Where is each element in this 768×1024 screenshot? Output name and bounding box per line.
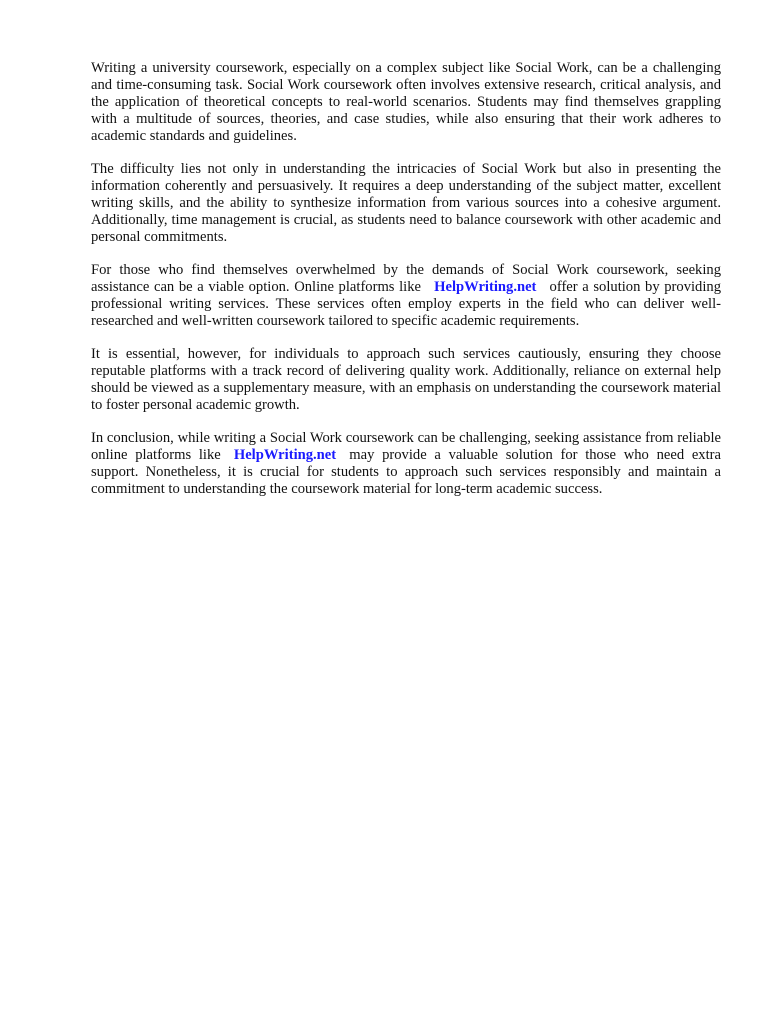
paragraph-caution: It is essential, however, for individuals to approach such services cautiously, ensuring they choose reputable platforms with a track record of delivering quality work. Additionally, reliance on external help should be viewed as a supplementary measure, with an emphasis on understanding the coursework material to foster personal academic growth. bbox=[91, 346, 721, 413]
helpwriting-link[interactable]: HelpWriting.net bbox=[434, 279, 537, 295]
paragraph-difficulty: The difficulty lies not only in understanding the intricacies of Social Work but also in presenting the information coherently and persuasively. It requires a deep understanding of the subject matter, excellent writing skills, and the ability to synthesize information from various sources into a cohesive argument. Additionally, time management is crucial, as students need to balance coursework with other academic and personal commitments. bbox=[91, 161, 721, 245]
paragraph-conclusion bbox=[91, 430, 721, 498]
paragraph-assistance-after: offer a solution by providing professional writing services. These services often employ experts in the field who can deliver well-researched and well-written coursework tailored to specific academic requirements. bbox=[91, 279, 721, 329]
document-body bbox=[91, 60, 721, 514]
paragraph-conclusion-before: In conclusion, while writing a Social Work coursework can be challenging, seeking assistance from reliable online platforms like bbox=[91, 430, 721, 463]
paragraph-assistance-before: For those who find themselves overwhelmed by the demands of Social Work coursework, seeking assistance can be a viable option. Online platforms like bbox=[91, 262, 721, 295]
paragraph-intro: Writing a university coursework, especially on a complex subject like Social Work, can be a challenging and time-consuming task. Social Work coursework often involves extensive research, critical analysis, and the application of theoretical concepts to real-world scenarios. Students may find themselves grappling with a multitude of sources, theories, and case studies, while also ensuring that their work adheres to academic standards and guidelines. bbox=[91, 60, 721, 144]
helpwriting-link-conclusion[interactable]: HelpWriting.net bbox=[233, 447, 337, 463]
paragraph-assistance bbox=[91, 262, 721, 330]
paragraph-conclusion-after: may provide a valuable solution for those who need extra support. Nonetheless, it is crucial for students to approach such services responsibly and maintain a commitment to understanding the coursework material for long-term academic success. bbox=[91, 447, 721, 497]
